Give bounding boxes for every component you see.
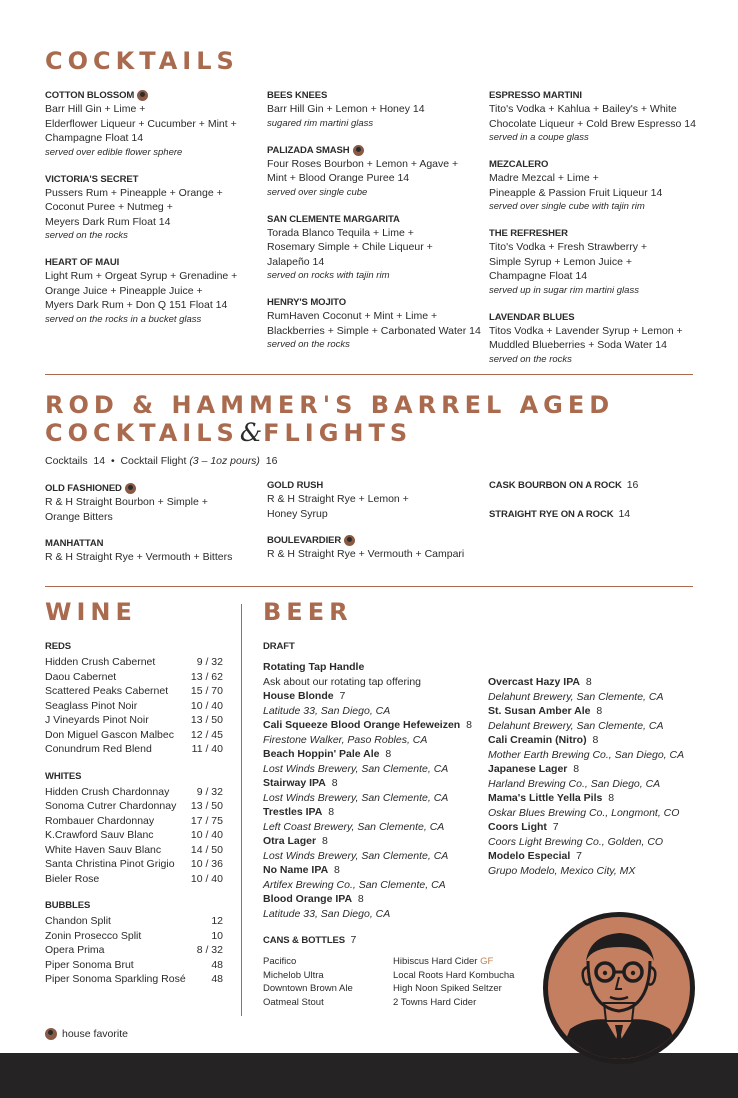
item-price: 14 [618, 508, 630, 520]
wine-price: 13 / 50 [190, 714, 223, 726]
cocktails-column-2 [267, 89, 482, 365]
item-description: R & H Straight Rye + Vermouth + Campari [267, 548, 465, 560]
portrait-illustration [548, 917, 690, 1059]
beer-price: 7 [552, 821, 559, 833]
wine-price: 9 / 32 [196, 656, 223, 668]
menu-item [267, 534, 482, 562]
draft-heading: DRAFT [263, 641, 295, 652]
wine-item [45, 857, 223, 872]
can-item: Oatmeal Stout [263, 996, 324, 1008]
item-description: Madre Mezcal + Lime + Pineapple & Passion Fruit Liqueur 14 [489, 172, 663, 199]
can-name: Hibiscus Hard Cider [393, 956, 478, 967]
beer-price: 8 [596, 705, 603, 717]
beer-name: House Blonde [263, 690, 334, 702]
menu-item [489, 479, 704, 492]
beer-price: 7 [576, 850, 582, 862]
beer-name: Beach Hoppin' Pale Ale [263, 748, 380, 760]
beer-brewery: Lost Winds Brewery, San Clemente, CA [263, 762, 449, 775]
menu-item [267, 296, 482, 352]
wine-item [45, 814, 223, 829]
beer-item [488, 675, 703, 704]
wine-name: Rombauer Chardonnay [45, 814, 155, 827]
beer-name: Rotating Tap Handle [263, 661, 365, 673]
wine-item [45, 929, 223, 944]
menu-item [489, 89, 709, 145]
beer-price: 8 [321, 835, 328, 847]
beer-item [263, 660, 488, 689]
can-item: Michelob Ultra [263, 969, 324, 981]
wine-item [45, 943, 223, 958]
item-note: served over single cube [267, 186, 368, 198]
beer-item [263, 863, 488, 892]
wine-item [45, 684, 223, 699]
wine-price: 10 / 40 [190, 829, 223, 841]
beer-price: 8 [573, 763, 580, 775]
wine-price: 13 / 50 [190, 800, 223, 812]
barrel-heading-line-1: ROD & HAMMER'S BARREL AGED [45, 391, 615, 419]
item-name: OLD FASHIONED [45, 483, 122, 494]
item-name: GOLD RUSH [267, 480, 324, 491]
beer-description: Ask about our rotating tap offering [263, 675, 421, 688]
item-name: BEES KNEES [267, 90, 328, 101]
barrel-heading-line-2 [45, 419, 412, 447]
cans-price: 7 [350, 934, 357, 946]
item-name: LAVENDAR BLUES [489, 311, 575, 323]
menu-item [267, 89, 482, 131]
barrel-heading-flights: FLIGHTS [263, 419, 413, 447]
beer-name: Japanese Lager [488, 763, 568, 775]
item-description: Barr Hill Gin + Lemon + Honey 14 [267, 103, 425, 115]
beer-name: Cali Squeeze Blood Orange Hefeweizen [263, 719, 461, 731]
wine-item [45, 972, 223, 987]
wine-price: 13 / 62 [190, 670, 223, 683]
beer-brewery: Lost Winds Brewery, San Clemente, CA [263, 849, 449, 862]
beer-brewery: Delahunt Brewery, San Clemente, CA [488, 690, 664, 703]
wine-group-reds [45, 641, 225, 757]
wine-group-heading: REDS [45, 641, 71, 652]
item-name: HEART OF MAUI [45, 257, 120, 268]
wine-heading: WINE [45, 598, 137, 626]
wine-group-whites [45, 771, 225, 887]
wine-group-bubbles [45, 900, 225, 987]
wine-group-heading: BUBBLES [45, 900, 91, 911]
beer-item [488, 849, 703, 878]
can-item: 2 Towns Hard Cider [393, 996, 477, 1008]
wine-price: 10 / 36 [190, 858, 223, 870]
wine-name: Zonin Prosecco Split [45, 929, 142, 942]
item-description: Light Rum + Orgeat Syrup + Grenadine + Orange Juice + Pineapple Juice + Myers Dark Rum + Don Q 151 Float 14 [45, 270, 238, 311]
wine-name: Hidden Crush Chardonnay [45, 785, 170, 798]
item-note: sugared rim martini glass [267, 117, 374, 129]
item-name: SAN CLEMENTE MARGARITA [267, 213, 400, 225]
cans-heading-label: CANS & BOTTLES [263, 935, 345, 946]
can-item [393, 955, 514, 969]
wine-name: Piper Sonoma Brut [45, 958, 134, 971]
beer-price: 8 [385, 748, 392, 760]
wine-name: Conundrum Red Blend [45, 743, 152, 755]
beer-price: 8 [466, 719, 472, 731]
barrel-column-2 [267, 479, 482, 575]
beer-price: 7 [339, 690, 346, 702]
wine-name: Piper Sonoma Sparkling Rosé [45, 973, 186, 985]
beer-name: Coors Light [488, 821, 547, 833]
wine-item [45, 713, 223, 728]
wine-item [45, 914, 223, 929]
beer-item [263, 776, 488, 805]
item-name: COTTON BLOSSOM [45, 90, 135, 101]
item-name: VICTORIA'S SECRET [45, 173, 139, 185]
beer-price: 8 [328, 806, 335, 818]
beer-item [263, 892, 488, 921]
beer-price: 8 [608, 792, 615, 804]
wine-group-heading: WHITES [45, 770, 82, 782]
wine-item [45, 742, 223, 757]
wine-price: 11 / 40 [191, 743, 223, 755]
item-note: served over single cube with tajin rim [489, 201, 645, 212]
cans-column-1 [263, 955, 353, 1009]
beer-name: Mama's Little Yella Pils [488, 792, 603, 804]
cocktails-column-3 [489, 89, 709, 380]
item-note: served on the rocks in a bucket glass [45, 313, 202, 325]
can-item: High Noon Spiked Seltzer [393, 983, 502, 994]
house-favorite-icon [344, 535, 355, 546]
beer-price: 8 [357, 893, 364, 905]
beer-brewery: Latitude 33, San Diego, CA [263, 907, 391, 920]
wine-price: 12 [211, 915, 223, 927]
barrel-pricing-pours: (3 – 1oz pours) [189, 455, 260, 467]
beer-column-1 [263, 660, 488, 921]
wine-price: 15 / 70 [190, 685, 223, 697]
wine-name: J Vineyards Pinot Noir [45, 714, 149, 726]
wine-price: 10 / 40 [190, 872, 223, 885]
beer-name: Cali Creamin (Nitro) [488, 734, 587, 746]
item-description: Pussers Rum + Pineapple + Orange + Coconut Puree + Nutmeg + Meyers Dark Rum Float 14 [45, 186, 223, 228]
column-divider [241, 604, 242, 1016]
menu-item [45, 256, 260, 327]
portrait-logo-icon [543, 912, 695, 1064]
beer-name: No Name IPA [263, 864, 329, 876]
wine-name: Chandon Split [45, 915, 111, 927]
wine-price: 17 / 75 [190, 814, 223, 827]
beer-brewery: Coors Light Brewing Co., Golden, CO [488, 835, 664, 848]
item-note: served on the rocks [45, 230, 128, 241]
wine-item [45, 828, 223, 843]
menu-item [45, 89, 260, 160]
item-name: STRAIGHT RYE ON A ROCK [489, 509, 614, 520]
barrel-pricing-main: Cocktails 14 • Cocktail Flight [45, 455, 190, 467]
item-name: MEZCALERO [489, 159, 549, 170]
beer-brewery: Grupo Modelo, Mexico City, MX [488, 864, 636, 877]
beer-item [488, 733, 703, 762]
legend-label: house favorite [62, 1028, 128, 1040]
section-divider [45, 586, 693, 587]
wine-item [45, 843, 223, 858]
house-favorite-icon [125, 483, 136, 494]
item-note: served on the rocks [489, 353, 572, 365]
wine-price: 8 / 32 [196, 944, 223, 956]
wine-price: 48 [211, 973, 223, 985]
wine-name: Daou Cabernet [45, 670, 117, 683]
menu-item [267, 213, 482, 284]
wine-name: K.Crawford Sauv Blanc [45, 829, 154, 841]
menu-item [489, 158, 709, 214]
item-note: served on the rocks [267, 339, 350, 350]
wine-name: Scattered Peaks Cabernet [45, 685, 169, 697]
house-favorite-icon [137, 90, 148, 101]
beer-item [263, 718, 488, 747]
item-name: BOULEVARDIER [267, 535, 342, 546]
item-name: THE REFRESHER [489, 228, 568, 239]
item-note: served over edible flower sphere [45, 146, 183, 158]
beer-brewery: Delahunt Brewery, San Clemente, CA [488, 719, 664, 732]
item-description: Tito's Vodka + Kahlua + Bailey's + White Chocolate Liqueur + Cold Brew Espresso 14 [489, 103, 696, 130]
menu-item [267, 479, 482, 521]
beer-item [263, 747, 488, 776]
barrel-column-1 [45, 482, 260, 578]
item-description: R & H Straight Rye + Vermouth + Bitters [45, 551, 233, 563]
menu-item [45, 173, 260, 244]
wine-price: 10 / 40 [190, 699, 223, 712]
menu-item [267, 144, 482, 200]
beer-item [263, 805, 488, 834]
beer-brewery: Firestone Walker, Paso Robles, CA [263, 733, 428, 746]
item-description: Titos Vodka + Lavender Syrup + Lemon + Muddled Blueberries + Soda Water 14 [489, 324, 683, 351]
ampersand-glyph: & [239, 418, 263, 447]
menu-item [489, 311, 709, 367]
beer-item [488, 820, 703, 849]
wine-name: Opera Prima [45, 944, 105, 956]
wine-name: Seaglass Pinot Noir [45, 699, 138, 712]
beer-brewery: Lost Winds Brewery, San Clemente, CA [263, 791, 449, 804]
cans-column-2 [393, 955, 514, 1009]
beer-name: Blood Orange IPA [263, 893, 353, 905]
wine-name: Santa Christina Pinot Grigio [45, 858, 175, 870]
wine-price: 12 / 45 [190, 728, 223, 741]
item-description: R & H Straight Rye + Lemon + Honey Syrup [267, 493, 409, 520]
wine-name: Bieler Rose [45, 872, 100, 885]
beer-item [488, 791, 703, 820]
beer-price: 8 [585, 676, 592, 688]
menu-item [489, 227, 709, 298]
can-item: Local Roots Hard Kombucha [393, 969, 515, 981]
beer-brewery: Harland Brewing Co., San Diego, CA [488, 777, 661, 790]
wine-price: 9 / 32 [196, 785, 223, 798]
barrel-pricing-flight: 16 [259, 455, 278, 467]
section-divider [45, 374, 693, 375]
item-note: served on rocks with tajin rim [267, 270, 390, 281]
gluten-free-tag: GF [480, 956, 494, 967]
item-name: CASK BOURBON ON A ROCK [489, 480, 622, 491]
item-description: Torada Blanco Tequila + Lime + Rosemary Simple + Chile Liqueur + Jalapeño 14 [267, 226, 433, 268]
beer-name: Overcast Hazy IPA [488, 676, 581, 688]
item-description: Tito's Vodka + Fresh Strawberry + Simple Syrup + Lemon Juice + Champagne Float 14 [489, 241, 648, 282]
beer-item [488, 704, 703, 733]
beer-brewery: Latitude 33, San Diego, CA [263, 704, 391, 717]
beer-brewery: Oskar Blues Brewing Co., Longmont, CO [488, 806, 680, 819]
beer-column-2 [488, 675, 703, 878]
beer-name: St. Susan Amber Ale [488, 705, 591, 717]
wine-price: 10 [211, 929, 223, 942]
can-item: Downtown Brown Ale [263, 983, 353, 994]
item-description: R & H Straight Bourbon + Simple + Orange Bitters [45, 496, 208, 523]
menu-item [489, 508, 704, 521]
beer-item [263, 689, 488, 718]
item-note: served up in sugar rim martini glass [489, 284, 639, 296]
wine-item [45, 958, 223, 973]
item-description: Four Roses Bourbon + Lemon + Agave + Mint + Blood Orange Puree 14 [267, 157, 459, 184]
beer-name: Otra Lager [263, 835, 317, 847]
barrel-pricing [45, 454, 277, 468]
item-name: PALIZADA SMASH [267, 144, 350, 156]
beer-brewery: Left Coast Brewery, San Clemente, CA [263, 820, 445, 833]
menu-item [45, 537, 260, 565]
barrel-column-3 [489, 479, 704, 521]
wine-name: White Haven Sauv Blanc [45, 843, 162, 856]
wine-item [45, 699, 223, 714]
item-name: MANHATTAN [45, 538, 104, 549]
item-name: HENRY'S MOJITO [267, 297, 346, 308]
wine-item [45, 785, 223, 800]
menu-item [45, 482, 260, 524]
item-name: ESPRESSO MARTINI [489, 90, 582, 101]
beer-brewery: Mother Earth Brewing Co., San Diego, CA [488, 748, 685, 761]
beer-item [488, 762, 703, 791]
wine-name: Hidden Crush Cabernet [45, 656, 156, 668]
wine-item [45, 655, 223, 670]
wine-price: 14 / 50 [190, 843, 223, 856]
cocktails-heading: COCKTAILS [45, 47, 239, 75]
beer-heading: BEER [263, 598, 353, 626]
item-description: Barr Hill Gin + Lime + Elderflower Liqueur + Cucumber + Mint + Champagne Float 14 [45, 103, 237, 144]
legend [45, 1028, 128, 1040]
beer-price: 8 [592, 734, 599, 746]
wine-item [45, 728, 223, 743]
house-favorite-icon [353, 145, 364, 156]
beer-brewery: Artifex Brewing Co., San Clemente, CA [263, 878, 446, 891]
barrel-heading-cocktails: COCKTAILS [45, 419, 239, 447]
beer-price: 8 [331, 777, 338, 789]
wine-item [45, 670, 223, 685]
item-description: RumHaven Coconut + Mint + Lime + Blackberries + Simple + Carbonated Water 14 [267, 310, 481, 337]
beer-item [263, 834, 488, 863]
house-favorite-icon [45, 1028, 57, 1040]
wine-list [45, 641, 225, 1001]
wine-name: Sonoma Cutrer Chardonnay [45, 800, 177, 812]
cocktails-column-1 [45, 89, 260, 340]
beer-name: Modelo Especial [488, 850, 571, 862]
cans-bottles-heading [263, 934, 356, 947]
wine-price: 48 [211, 958, 223, 971]
item-note: served in a coupe glass [489, 132, 589, 143]
wine-item [45, 872, 223, 887]
wine-name: Don Miguel Gascon Malbec [45, 728, 174, 741]
can-item: Pacifico [263, 956, 297, 967]
beer-name: Trestles IPA [263, 806, 323, 818]
item-price: 16 [626, 479, 639, 491]
beer-name: Stairway IPA [263, 777, 326, 789]
wine-item [45, 799, 223, 814]
beer-price: 8 [334, 864, 340, 876]
